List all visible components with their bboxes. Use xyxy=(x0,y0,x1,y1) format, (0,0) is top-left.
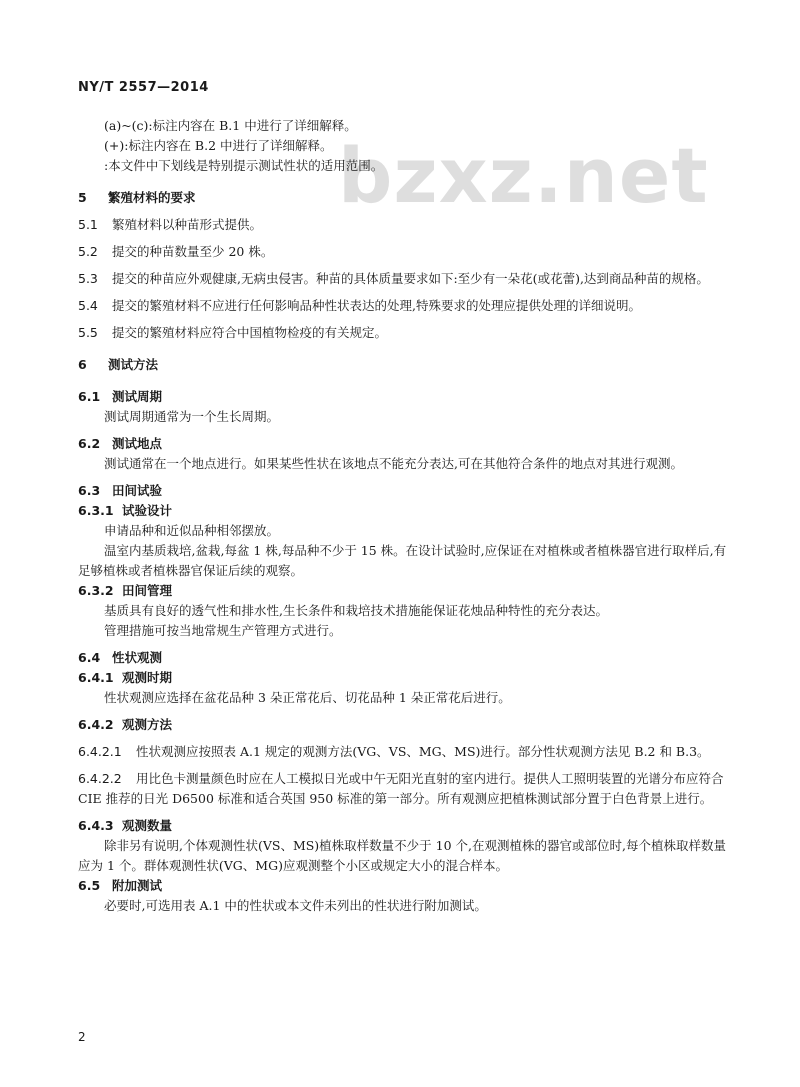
clause-6-4-3-heading xyxy=(78,816,730,836)
clause-6-1-heading xyxy=(78,387,730,407)
section-title: 繁殖材料的要求 xyxy=(108,190,196,205)
clause-6-5-heading xyxy=(78,876,730,896)
clause-6-3-heading xyxy=(78,481,730,501)
clause-6-2-heading xyxy=(78,434,730,454)
clause-number: 6.4.3 xyxy=(78,818,114,833)
clause-text: 提交的种苗数量至少 20 株。 xyxy=(112,244,274,259)
clause-6-3-2-text-1: 基质具有良好的透气性和排水性,生长条件和栽培技术措施能保证花烛品种特性的充分表达。 xyxy=(104,603,608,618)
page-number: 2 xyxy=(78,1030,86,1044)
clause-title: 田间试验 xyxy=(112,483,163,498)
clause-number: 5.2 xyxy=(78,244,98,259)
clause-6-4-3-text: 除非另有说明,个体观测性状(VS、MS)植株取样数量不少于 10 个,在观测植株的器官或部位时,每个植株取样数量应为 1 个。群体观测性状(VG、MG)应观测整个小区或规定大小的混合样本。 xyxy=(78,838,726,873)
clause-text: 提交的繁殖材料应符合中国植物检疫的有关规定。 xyxy=(112,325,388,340)
clause-text: 提交的种苗应外观健康,无病虫侵害。种苗的具体质量要求如下:至少有一朵花(或花蕾),达到商品种苗的规格。 xyxy=(112,271,709,286)
clause-6-3-1-text-1: 申请品种和近似品种相邻摆放。 xyxy=(104,523,280,538)
clause-5-1 xyxy=(78,215,730,235)
section-5-heading xyxy=(78,188,730,208)
clause-text: 提交的繁殖材料不应进行任何影响品种性状表达的处理,特殊要求的处理应提供处理的详细说明。 xyxy=(112,298,641,313)
clause-title: 田间管理 xyxy=(122,583,173,598)
clause-number: 6.4.2 xyxy=(78,717,114,732)
clause-number: 6.5 xyxy=(78,878,101,893)
clause-number: 6.1 xyxy=(78,389,101,404)
clause-title: 试验设计 xyxy=(122,503,173,518)
clause-number: 6.3 xyxy=(78,483,101,498)
clause-number: 6.3.2 xyxy=(78,583,114,598)
clause-number: 6.4 xyxy=(78,650,101,665)
clause-6-3-2-heading xyxy=(78,581,730,601)
section-title: 测试方法 xyxy=(108,357,159,372)
section-number: 6 xyxy=(78,357,87,372)
clause-number: 5.4 xyxy=(78,298,98,313)
clause-6-5-text: 必要时,可选用表 A.1 中的性状或本文件未列出的性状进行附加测试。 xyxy=(104,898,487,913)
clause-6-4-2-heading xyxy=(78,715,730,735)
clause-number: 5.5 xyxy=(78,325,98,340)
clause-6-4-2-2 xyxy=(78,769,730,809)
clause-title: 观测方法 xyxy=(122,717,173,732)
clause-number: 6.2 xyxy=(78,436,101,451)
clause-6-2-text: 测试通常在一个地点进行。如果某些性状在该地点不能充分表达,可在其他符合条件的地点对其进行观测。 xyxy=(104,456,683,471)
clause-number: 6.4.1 xyxy=(78,670,114,685)
clause-title: 观测数量 xyxy=(122,818,173,833)
clause-6-4-1-text: 性状观测应选择在盆花品种 3 朵正常花后、切花品种 1 朵正常花后进行。 xyxy=(104,690,511,705)
clause-5-2 xyxy=(78,242,730,262)
clause-text: 性状观测应按照表 A.1 规定的观测方法(VG、VS、MG、MS)进行。部分性状观测方法见 B.2 和 B.3。 xyxy=(136,744,710,759)
clause-6-4-2-1 xyxy=(78,742,730,762)
intro-note-a-c: (a)~(c):标注内容在 B.1 中进行了详细解释。 xyxy=(104,118,357,133)
clause-number: 5.1 xyxy=(78,217,98,232)
intro-note-plus: (+):标注内容在 B.2 中进行了详细解释。 xyxy=(104,138,333,153)
clause-title: 附加测试 xyxy=(112,878,163,893)
clause-6-3-2-text-2: 管理措施可按当地常规生产管理方式进行。 xyxy=(104,623,342,638)
clause-title: 性状观测 xyxy=(112,650,163,665)
clause-6-3-1-text-2: 温室内基质栽培,盆栽,每盆 1 株,每品种不少于 15 株。在设计试验时,应保证在对植株或者植株器官进行取样后,有足够植株或者植株器官保证后续的观察。 xyxy=(78,543,727,578)
clause-5-3 xyxy=(78,269,730,289)
clause-6-3-1-heading xyxy=(78,501,730,521)
intro-note-underline: :本文件中下划线是特别提示测试性状的适用范围。 xyxy=(104,158,384,173)
clause-title: 测试地点 xyxy=(112,436,163,451)
clause-title: 测试周期 xyxy=(112,389,163,404)
clause-number: 6.4.2.2 xyxy=(78,771,122,786)
clause-title: 观测时期 xyxy=(122,670,173,685)
clause-text: 繁殖材料以种苗形式提供。 xyxy=(112,217,263,232)
section-6-heading xyxy=(78,355,730,375)
clause-5-5 xyxy=(78,323,730,343)
standard-code-header: NY/T 2557—2014 xyxy=(78,80,209,95)
clause-6-4-1-heading xyxy=(78,668,730,688)
clause-5-4 xyxy=(78,296,730,316)
clause-number: 5.3 xyxy=(78,271,98,286)
watermark-logo: bzxz.net xyxy=(338,131,709,220)
clause-6-4-heading xyxy=(78,648,730,668)
clause-number: 6.3.1 xyxy=(78,503,114,518)
section-number: 5 xyxy=(78,190,87,205)
document-body xyxy=(78,116,730,916)
clause-number: 6.4.2.1 xyxy=(78,744,122,759)
clause-6-1-text: 测试周期通常为一个生长周期。 xyxy=(104,409,280,424)
clause-text: 用比色卡测量颜色时应在人工模拟日光或中午无阳光直射的室内进行。提供人工照明装置的光谱分布应符合 CIE 推荐的日光 D6500 标准和适合英国 950 标准的第一部分。所有观测应把植株测试部分置于白色背景上进行。 xyxy=(78,771,724,806)
